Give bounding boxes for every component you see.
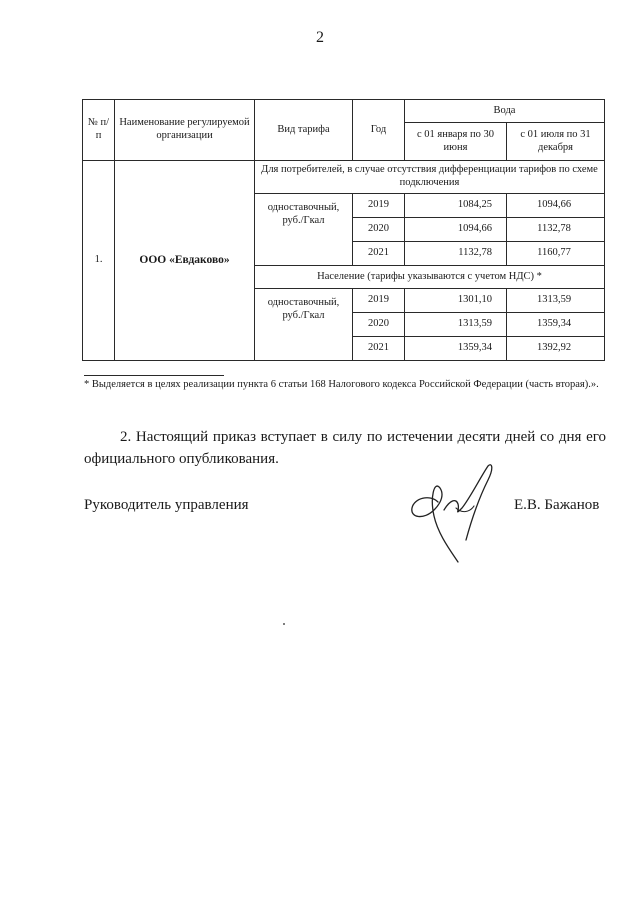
tariff-value: 1132,78 [405, 242, 507, 266]
tariff-value: 1160,77 [507, 242, 605, 266]
section-title-consumers: Для потребителей, в случае отсутствия дифференциации тарифов по схеме подключения [255, 161, 605, 194]
tariff-value: 1313,59 [405, 313, 507, 337]
tariff-type-cell: одноставочный, руб./Гкал [255, 289, 353, 361]
section-title-population: Население (тарифы указываются с учетом НДС) * [255, 266, 605, 289]
signer-title: Руководитель управления [84, 497, 249, 513]
tariff-table [82, 99, 605, 361]
tariff-value: 1132,78 [507, 218, 605, 242]
header-water: Вода [405, 100, 605, 123]
header-year: Год [353, 100, 405, 161]
organization-name: ООО «Евдаково» [115, 161, 255, 361]
year-cell: 2021 [353, 242, 405, 266]
clause-paragraph: 2. Настоящий приказ вступает в силу по истечении десяти дней со дня его официального опубликования. [84, 429, 606, 467]
header-tariff-type: Вид тарифа [255, 100, 353, 161]
header-period-first-half: с 01 января по 30 июня [405, 123, 507, 161]
year-cell: 2020 [353, 313, 405, 337]
tariff-value: 1094,66 [507, 194, 605, 218]
page-number: 2 [316, 29, 324, 46]
tariff-value: 1359,34 [405, 337, 507, 361]
scan-speck [283, 623, 285, 625]
year-cell: 2021 [353, 337, 405, 361]
signer-name: Е.В. Бажанов [514, 497, 600, 513]
tariff-value: 1392,92 [507, 337, 605, 361]
year-cell: 2020 [353, 218, 405, 242]
year-cell: 2019 [353, 289, 405, 313]
footnote-divider [84, 375, 224, 376]
tariff-value: 1084,25 [405, 194, 507, 218]
tariff-value: 1301,10 [405, 289, 507, 313]
row-number: 1. [83, 161, 115, 361]
header-organization: Наименование регулируемой организации [115, 100, 255, 161]
year-cell: 2019 [353, 194, 405, 218]
footnote: * Выделяется в целях реализации пункта 6 статьи 168 Налогового кодекса Российской Федерации (часть вторая).». [84, 379, 599, 390]
handwritten-signature [400, 458, 500, 568]
tariff-value: 1313,59 [507, 289, 605, 313]
header-period-second-half: с 01 июля по 31 декабря [507, 123, 605, 161]
header-number: № п/п [83, 100, 115, 161]
tariff-value: 1094,66 [405, 218, 507, 242]
tariff-value: 1359,34 [507, 313, 605, 337]
tariff-type-cell: одноставочный, руб./Гкал [255, 194, 353, 266]
